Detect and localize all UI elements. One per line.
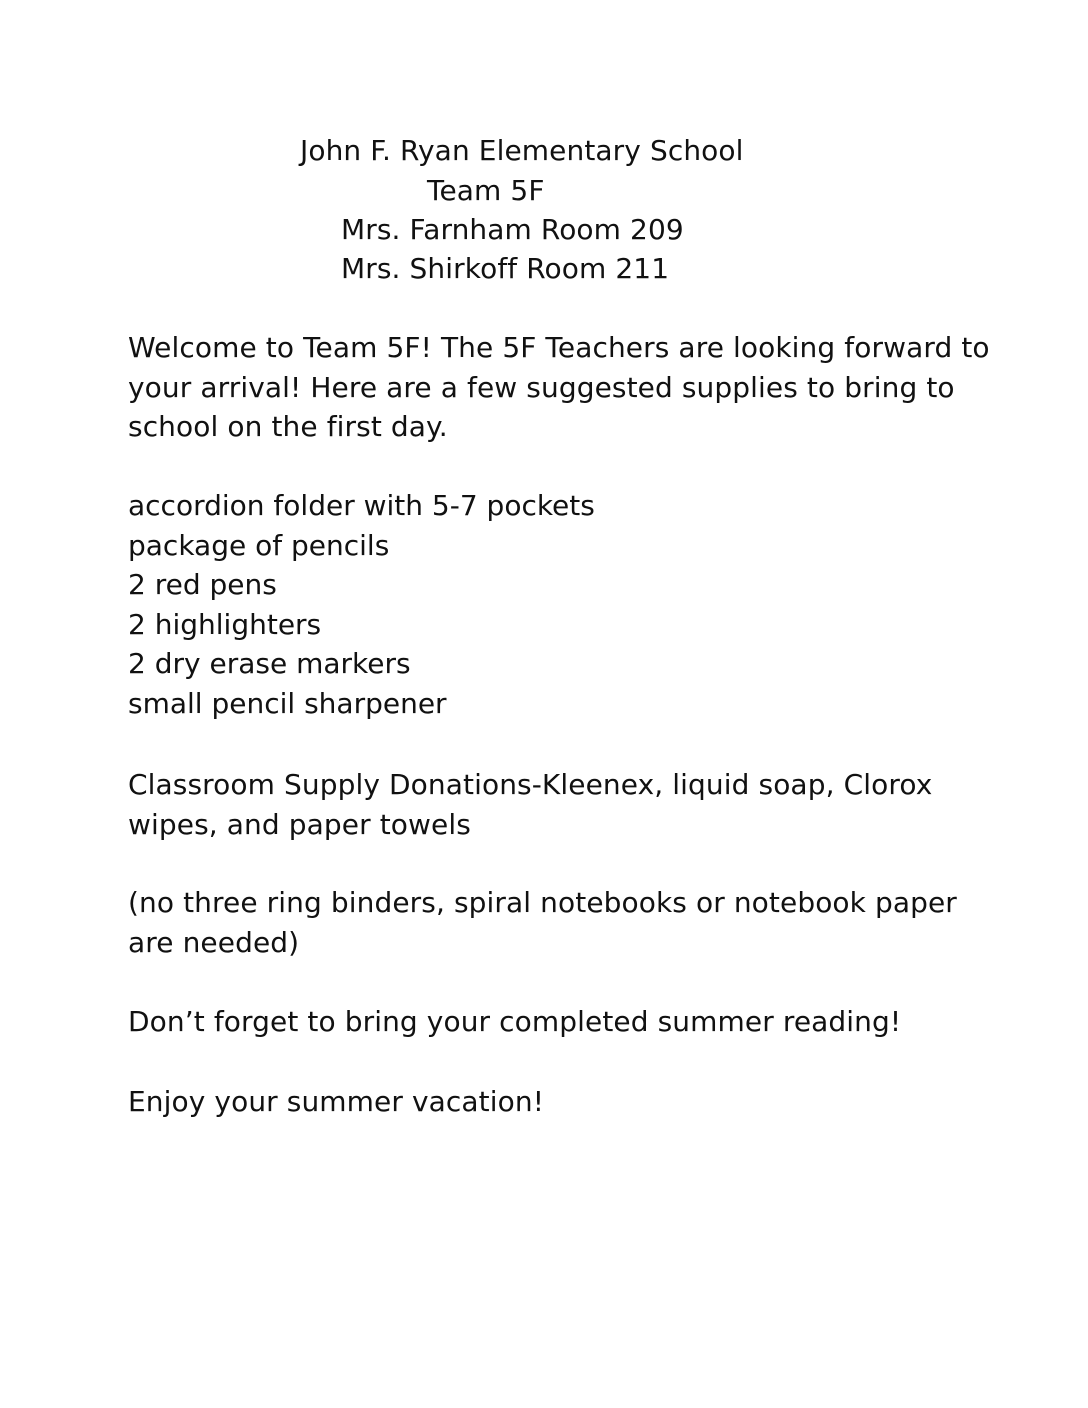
- supply-list: [128, 486, 595, 723]
- school-name: John F. Ryan Elementary School: [300, 134, 744, 167]
- donations-paragraph: Classroom Supply Donations-Kleenex, liquid soap, Clorox wipes, and paper towels: [128, 768, 933, 841]
- list-item: 2 highlighters: [128, 607, 322, 641]
- team-name: Team 5F: [427, 174, 545, 207]
- list-item: 2 dry erase markers: [128, 647, 411, 680]
- list-item: 2 red pens: [128, 568, 277, 601]
- not-needed-paragraph: (no three ring binders, spiral notebooks or notebook paper are needed): [128, 886, 957, 959]
- reminder-paragraph: Don’t forget to bring your completed summer reading!: [128, 1005, 902, 1038]
- welcome-paragraph: Welcome to Team 5F! The 5F Teachers are looking forward to your arrival! Here are a few suggested supplies to bring to school on the first day.: [128, 331, 990, 443]
- list-item: accordion folder with 5-7 pockets: [128, 489, 595, 522]
- teacher-farnham: Mrs. Farnham Room 209: [341, 213, 684, 246]
- teacher-shirkoff: Mrs. Shirkoff Room 211: [341, 252, 670, 285]
- list-item: small pencil sharpener: [128, 686, 447, 720]
- list-item: package of pencils: [128, 528, 390, 562]
- closing-paragraph: Enjoy your summer vacation!: [128, 1085, 545, 1118]
